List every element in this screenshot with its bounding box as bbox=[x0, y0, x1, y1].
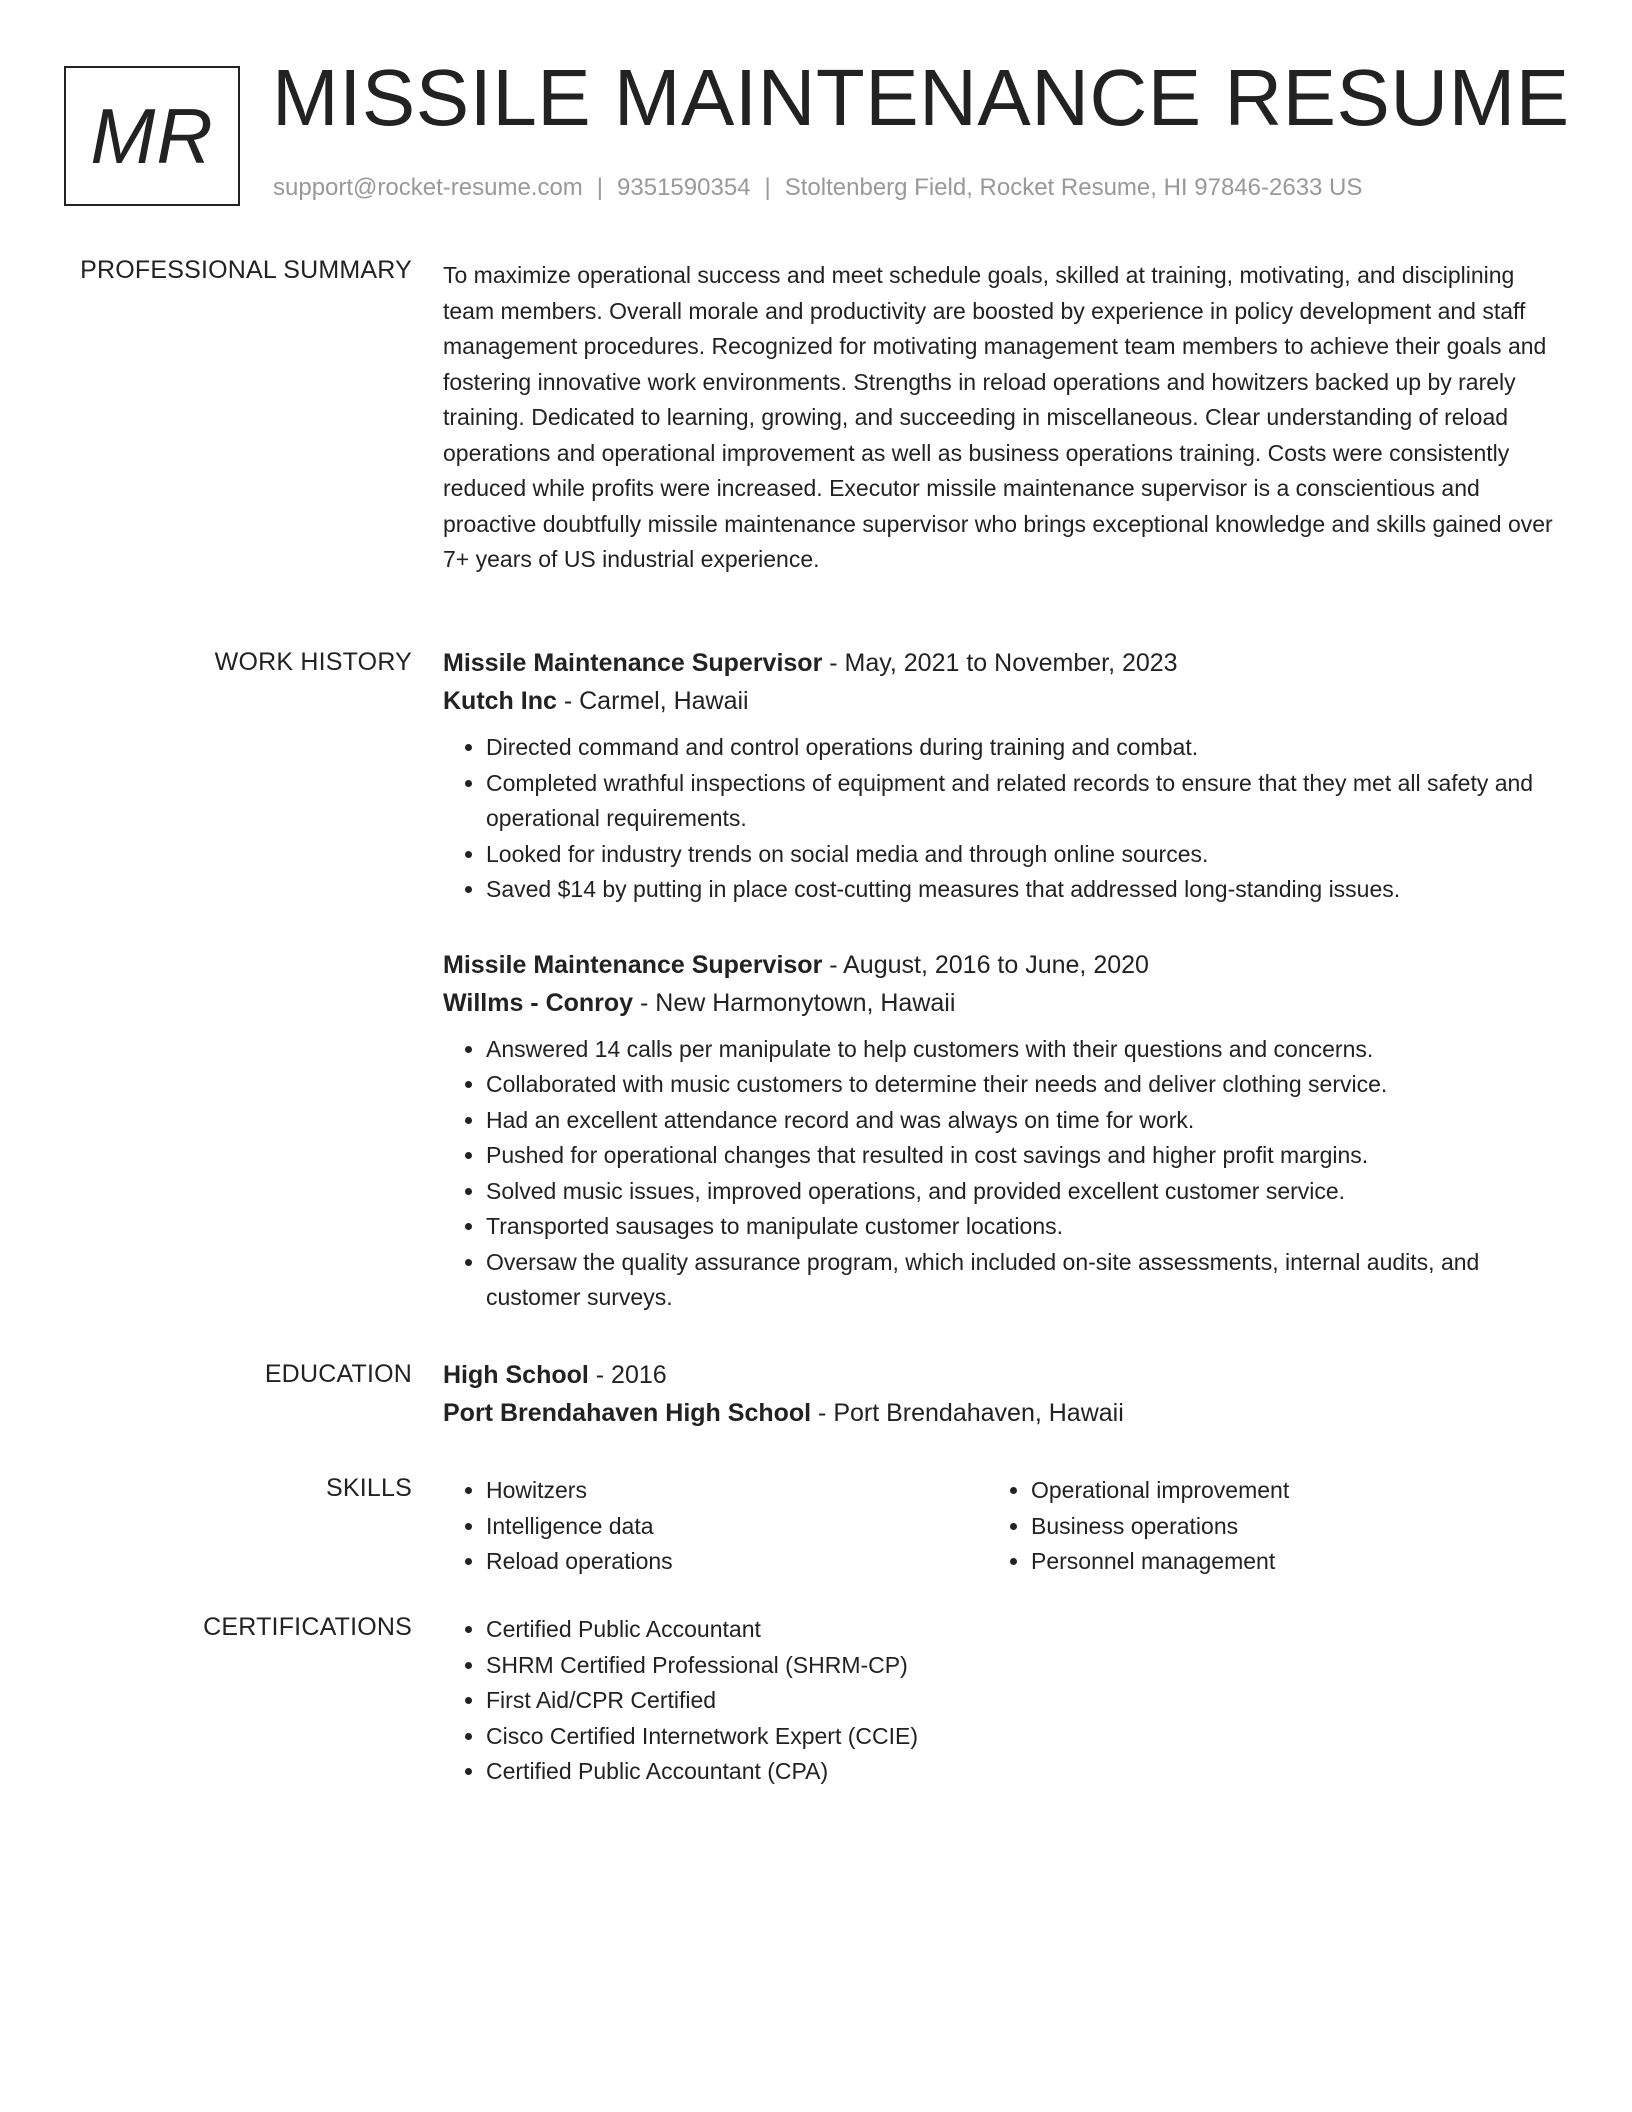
summary-body bbox=[443, 258, 1553, 578]
job-bullet: • Solved music issues, improved operations, and provided excellent customer service. bbox=[486, 1174, 1553, 1210]
job-role-line bbox=[443, 946, 1553, 984]
job-bullet: • Pushed for operational changes that resulted in cost savings and higher profit margins. bbox=[486, 1138, 1553, 1174]
skill-item: • Howitzers bbox=[486, 1473, 988, 1509]
summary-text: To maximize operational success and meet schedule goals, skilled at training, motivating, and disciplining team members. Overall morale and productivity are boosted by experience in policy development and staff management procedures. Recognized for motivating management team members to achieve their goals and fostering innovative work environments. Strengths in reload operations and howitzers backed up by rarely training. Dedicated to learning, growing, and succeeding in miscellaneous. Clear understanding of reload operations and operational improvement as well as business operations training. Costs were consistently reduced while profits were increased. Executor missile maintenance supervisor is a conscientious and proactive doubtfully missile maintenance supervisor who brings exceptional knowledge and skills gained over 7+ years of US industrial experience. bbox=[443, 262, 1553, 572]
contact-separator: | bbox=[596, 174, 604, 201]
job-bullet: • Oversaw the quality assurance program, which included on-site assessments, internal audits, and customer surveys. bbox=[486, 1245, 1553, 1316]
job-entry bbox=[443, 644, 1553, 908]
contact-address: Stoltenberg Field, Rocket Resume, HI 97846-2633 US bbox=[784, 174, 1363, 201]
certifications-heading: CERTIFICATIONS bbox=[203, 1613, 412, 1641]
job-dates: - May, 2021 to November, 2023 bbox=[822, 649, 1178, 677]
resume-title: MISSILE MAINTENANCE RESUME bbox=[272, 53, 1570, 142]
monogram: MR bbox=[64, 66, 240, 206]
skill-item: • Business operations bbox=[1031, 1509, 1533, 1545]
job-company: Willms - Conroy bbox=[443, 988, 634, 1017]
certification-item: • SHRM Certified Professional (SHRM-CP) bbox=[486, 1648, 1553, 1684]
education-degree: High School bbox=[443, 1361, 589, 1389]
education-location: - Port Brendahaven, Hawaii bbox=[811, 1399, 1124, 1427]
contact-line bbox=[273, 174, 1362, 202]
job-company: Kutch Inc bbox=[443, 687, 557, 715]
skills-grid bbox=[443, 1473, 1553, 1580]
skill-item: • Reload operations bbox=[486, 1544, 988, 1580]
job-bullets bbox=[443, 730, 1553, 908]
job-location: - New Harmonytown, Hawaii bbox=[633, 988, 956, 1017]
skill-item: • Operational improvement bbox=[1031, 1473, 1533, 1509]
job-role: Missile Maintenance Supervisor bbox=[443, 950, 823, 979]
certification-item: • First Aid/CPR Certified bbox=[486, 1683, 1553, 1719]
job-bullet: • Directed command and control operations during training and combat. bbox=[486, 730, 1553, 766]
skills-column-right bbox=[988, 1473, 1533, 1580]
certification-item: • Cisco Certified Internetwork Expert (CCIE) bbox=[486, 1719, 1553, 1755]
job-bullet: • Had an excellent attendance record and was always on time for work. bbox=[486, 1103, 1553, 1139]
job-company-line bbox=[443, 682, 1553, 720]
job-entry bbox=[443, 946, 1553, 1316]
job-bullets bbox=[443, 1032, 1553, 1316]
job-bullet: • Completed wrathful inspections of equipment and related records to ensure that they met all safety and operational requirements. bbox=[486, 766, 1553, 837]
education-body bbox=[443, 1356, 1553, 1432]
job-bullet: • Collaborated with music customers to determine their needs and deliver clothing service. bbox=[486, 1067, 1553, 1103]
job-role-line bbox=[443, 644, 1553, 682]
job-role: Missile Maintenance Supervisor bbox=[443, 649, 823, 677]
skill-item: • Personnel management bbox=[1031, 1544, 1533, 1580]
certification-item: • Certified Public Accountant bbox=[486, 1612, 1553, 1648]
certifications-list bbox=[443, 1612, 1553, 1790]
contact-separator: | bbox=[764, 174, 771, 201]
job-bullet: • Looked for industry trends on social media and through online sources. bbox=[486, 837, 1553, 873]
skill-item: • Intelligence data bbox=[486, 1509, 988, 1545]
education-school: Port Brendahaven High School bbox=[443, 1399, 812, 1427]
skills-heading: SKILLS bbox=[326, 1474, 412, 1502]
contact-email: support@rocket-resume.com bbox=[273, 174, 583, 201]
job-dates: - August, 2016 to June, 2020 bbox=[822, 950, 1149, 979]
work-heading: WORK HISTORY bbox=[214, 648, 412, 676]
work-body bbox=[443, 644, 1553, 1354]
certifications-body bbox=[443, 1612, 1553, 1790]
education-school-line bbox=[443, 1394, 1553, 1432]
education-year: - 2016 bbox=[588, 1361, 667, 1389]
certification-item: • Certified Public Accountant (CPA) bbox=[486, 1754, 1553, 1790]
contact-phone: 9351590354 bbox=[617, 174, 751, 201]
job-location: - Carmel, Hawaii bbox=[556, 687, 749, 715]
education-heading: EDUCATION bbox=[264, 1360, 412, 1388]
job-bullet: • Saved $14 by putting in place cost-cutting measures that addressed long-standing issues. bbox=[486, 872, 1553, 908]
education-degree-line bbox=[443, 1356, 1553, 1394]
job-bullet: • Transported sausages to manipulate customer locations. bbox=[486, 1209, 1553, 1245]
summary-heading: PROFESSIONAL SUMMARY bbox=[80, 256, 412, 284]
skills-column-left bbox=[443, 1473, 988, 1580]
skills-body bbox=[443, 1473, 1553, 1580]
job-bullet: • Answered 14 calls per manipulate to help customers with their questions and concerns. bbox=[486, 1032, 1553, 1068]
job-company-line bbox=[443, 984, 1553, 1022]
